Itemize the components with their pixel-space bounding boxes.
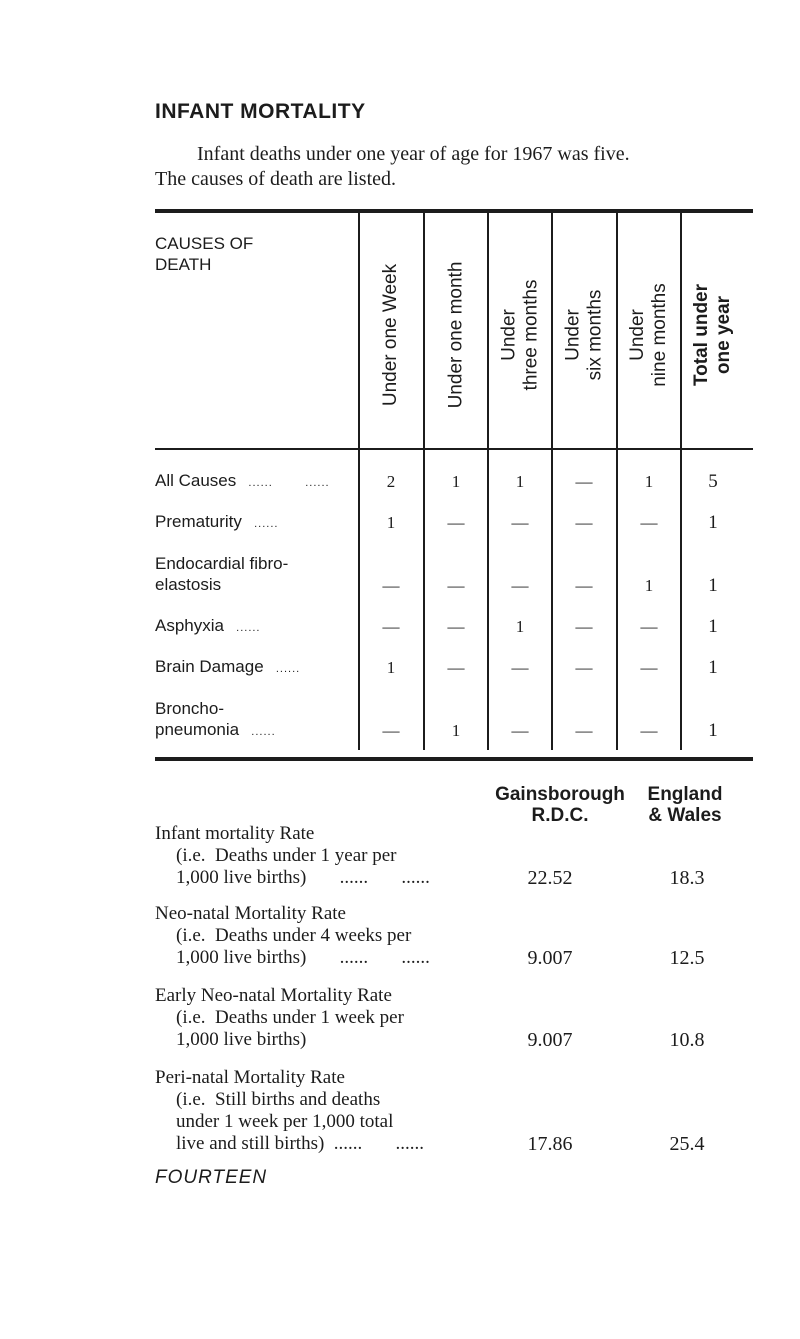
table-cell: — bbox=[575, 617, 593, 636]
table-cell: — bbox=[575, 658, 593, 677]
table-cell: — bbox=[447, 617, 465, 636]
row-label-text: Asphyxia bbox=[155, 616, 224, 635]
stat-label-line: Neo-natal Mortality Rate bbox=[155, 903, 346, 924]
table-cell: 1 bbox=[386, 658, 396, 677]
table-cell: — bbox=[640, 721, 658, 740]
stat-value-england-wales: 12.5 bbox=[669, 947, 705, 969]
stat-value-gainsborough: 9.007 bbox=[527, 1029, 573, 1051]
stat-value-england-wales: 25.4 bbox=[669, 1133, 705, 1155]
stat-label-line: live and still births) ...... ...... bbox=[176, 1133, 425, 1154]
stat-label-line: 1,000 live births) ...... ...... bbox=[176, 867, 430, 888]
leader-dots: ...... bbox=[263, 663, 301, 675]
row-label-text: Prematurity bbox=[155, 512, 242, 531]
table-cell: 1 bbox=[644, 472, 654, 491]
column-header-under-nine-months: Under nine months bbox=[627, 283, 671, 387]
table-cell: 1 bbox=[644, 576, 654, 595]
stat-label-line: Infant mortality Rate bbox=[155, 823, 315, 844]
column-header-under-one-month: Under one month bbox=[445, 261, 467, 409]
stats-header-gainsborough: Gainsborough R.D.C. bbox=[495, 784, 625, 826]
table-top-rule bbox=[155, 209, 753, 213]
row-label-text: Brain Damage bbox=[155, 657, 264, 676]
table-cell: — bbox=[640, 513, 658, 532]
row-label bbox=[155, 470, 330, 494]
row-label bbox=[155, 553, 288, 595]
leader-dots: ...... bbox=[223, 622, 261, 634]
table-cell: — bbox=[575, 576, 593, 595]
row-label-text: Broncho- pneumonia bbox=[155, 699, 240, 739]
table-cell: 1 bbox=[515, 472, 525, 491]
table-cell: 1 bbox=[708, 657, 718, 678]
stat-value-gainsborough: 9.007 bbox=[527, 947, 573, 969]
column-header-under-six-months: Under six months bbox=[562, 289, 605, 381]
row-label bbox=[155, 615, 261, 639]
table-cell: 1 bbox=[451, 721, 461, 740]
table-cell: 1 bbox=[451, 472, 461, 491]
intro-line-2: The causes of death are listed. bbox=[155, 168, 397, 190]
stat-label-line: 1,000 live births) ...... ...... bbox=[176, 947, 430, 968]
row-label bbox=[155, 511, 278, 535]
stat-value-gainsborough: 22.52 bbox=[527, 867, 573, 889]
table-cell: 1 bbox=[708, 575, 718, 596]
stat-value-england-wales: 18.3 bbox=[669, 867, 705, 889]
table-cell: 1 bbox=[386, 513, 396, 532]
table-cell: — bbox=[447, 513, 465, 532]
stat-label-line: Peri-natal Mortality Rate bbox=[155, 1067, 345, 1088]
row-label-text: All Causes bbox=[155, 471, 237, 490]
stat-value-gainsborough: 17.86 bbox=[527, 1133, 573, 1155]
page-title: INFANT MORTALITY bbox=[155, 100, 366, 123]
stat-label-line: (i.e. Deaths under 1 week per bbox=[176, 1007, 404, 1028]
table-header-rule bbox=[155, 448, 753, 450]
leader-dots: ...... bbox=[239, 726, 276, 738]
table-bottom-rule bbox=[155, 757, 753, 761]
leader-dots: ...... ...... bbox=[236, 477, 330, 489]
intro-line-1: Infant deaths under one year of age for 1967 was five. bbox=[197, 143, 630, 165]
leader-dots: ...... bbox=[241, 518, 279, 530]
table-cell: 1 bbox=[708, 616, 718, 637]
column-header-under-three-months: Under three months bbox=[498, 279, 541, 391]
table-cell: — bbox=[640, 617, 658, 636]
table-cell: — bbox=[382, 576, 400, 595]
table-cell: — bbox=[511, 513, 529, 532]
stat-value-england-wales: 10.8 bbox=[669, 1029, 705, 1051]
row-label-text: Endocardial fibro- elastosis bbox=[155, 554, 289, 594]
table-cell: — bbox=[511, 721, 529, 740]
table-cell: — bbox=[382, 617, 400, 636]
table-cell: — bbox=[382, 721, 400, 740]
table-cell: — bbox=[575, 472, 593, 491]
table-cell: 2 bbox=[386, 472, 396, 491]
table-cell: — bbox=[575, 721, 593, 740]
table-cell: 1 bbox=[515, 617, 525, 636]
table-cell: — bbox=[511, 576, 529, 595]
column-header-under-one-week: Under one Week bbox=[380, 263, 402, 407]
causes-of-death-header: CAUSES OF DEATH bbox=[155, 234, 254, 274]
stat-label-line: (i.e. Still births and deaths bbox=[176, 1089, 381, 1110]
table-cell: 1 bbox=[708, 720, 718, 741]
table-cell: 1 bbox=[708, 512, 718, 533]
stat-label-line: (i.e. Deaths under 4 weeks per bbox=[176, 925, 412, 946]
table-cell: — bbox=[575, 513, 593, 532]
table-cell: 5 bbox=[708, 471, 718, 492]
table-cell: — bbox=[447, 658, 465, 677]
stat-label-line: 1,000 live births) bbox=[176, 1029, 307, 1050]
table-cell: — bbox=[640, 658, 658, 677]
row-label bbox=[155, 656, 300, 680]
row-label bbox=[155, 698, 276, 743]
stats-header-england-wales: England & Wales bbox=[647, 784, 723, 826]
intro-text bbox=[155, 142, 755, 192]
stat-label-line: under 1 week per 1,000 total bbox=[176, 1111, 394, 1132]
stat-label-line: Early Neo-natal Mortality Rate bbox=[155, 985, 392, 1006]
column-header-total-under-one-year: Total under one year bbox=[691, 283, 735, 387]
table-cell: — bbox=[511, 658, 529, 677]
stat-label-line: (i.e. Deaths under 1 year per bbox=[176, 845, 397, 866]
page-footer: FOURTEEN bbox=[155, 1167, 268, 1188]
table-cell: — bbox=[447, 576, 465, 595]
